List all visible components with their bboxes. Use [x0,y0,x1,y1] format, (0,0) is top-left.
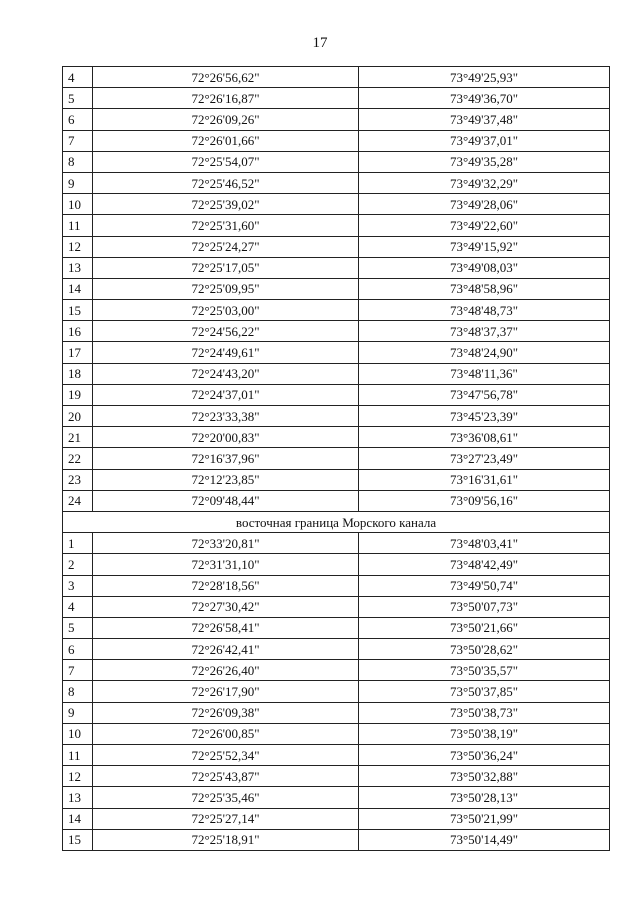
latitude-cell: 72°12'23,85" [93,469,359,490]
point-number-cell: 8 [63,151,93,172]
latitude-cell: 72°26'17,90" [93,681,359,702]
point-number-cell: 17 [63,342,93,363]
point-number-cell: 12 [63,236,93,257]
longitude-cell: 73°50'37,85" [359,681,610,702]
section-row [63,511,610,532]
point-number-cell: 9 [63,702,93,723]
longitude-cell: 73°49'32,29" [359,172,610,193]
longitude-cell: 73°48'37,37" [359,321,610,342]
latitude-cell: 72°24'49,61" [93,342,359,363]
point-number-cell: 11 [63,215,93,236]
point-number-cell: 9 [63,172,93,193]
longitude-cell: 73°50'21,99" [359,808,610,829]
longitude-cell: 73°48'11,36" [359,363,610,384]
point-number-cell: 4 [63,596,93,617]
longitude-cell: 73°47'56,78" [359,384,610,405]
longitude-cell: 73°50'32,88" [359,766,610,787]
latitude-cell: 72°25'31,60" [93,215,359,236]
table-row [63,660,610,681]
longitude-cell: 73°48'03,41" [359,533,610,554]
point-number-cell: 21 [63,427,93,448]
coordinates-table [62,66,610,851]
longitude-cell: 73°48'48,73" [359,300,610,321]
latitude-cell: 72°24'43,20" [93,363,359,384]
latitude-cell: 72°25'39,02" [93,194,359,215]
longitude-cell: 73°49'36,70" [359,88,610,109]
point-number-cell: 14 [63,278,93,299]
latitude-cell: 72°31'31,10" [93,554,359,575]
table-row [63,702,610,723]
table-row [63,172,610,193]
table-row [63,278,610,299]
longitude-cell: 73°49'22,60" [359,215,610,236]
table-row [63,194,610,215]
longitude-cell: 73°49'37,01" [359,130,610,151]
table-row [63,596,610,617]
point-number-cell: 5 [63,88,93,109]
longitude-cell: 73°50'21,66" [359,617,610,638]
latitude-cell: 72°26'42,41" [93,639,359,660]
longitude-cell: 73°49'25,93" [359,67,610,88]
longitude-cell: 73°48'58,96" [359,278,610,299]
table-row [63,766,610,787]
latitude-cell: 72°25'18,91" [93,829,359,850]
table-row [63,130,610,151]
table-row [63,808,610,829]
table-row [63,236,610,257]
table-row [63,300,610,321]
coordinates-table-body [63,67,610,851]
point-number-cell: 15 [63,829,93,850]
point-number-cell: 16 [63,321,93,342]
point-number-cell: 6 [63,639,93,660]
table-row [63,681,610,702]
latitude-cell: 72°25'03,00" [93,300,359,321]
point-number-cell: 18 [63,363,93,384]
latitude-cell: 72°28'18,56" [93,575,359,596]
table-row [63,723,610,744]
latitude-cell: 72°25'17,05" [93,257,359,278]
point-number-cell: 1 [63,533,93,554]
latitude-cell: 72°26'58,41" [93,617,359,638]
point-number-cell: 4 [63,67,93,88]
latitude-cell: 72°27'30,42" [93,596,359,617]
table-row [63,448,610,469]
point-number-cell: 23 [63,469,93,490]
table-row [63,257,610,278]
point-number-cell: 12 [63,766,93,787]
longitude-cell: 73°27'23,49" [359,448,610,469]
latitude-cell: 72°25'35,46" [93,787,359,808]
point-number-cell: 6 [63,109,93,130]
page-number: 17 [312,35,328,51]
latitude-cell: 72°26'09,38" [93,702,359,723]
longitude-cell: 73°09'56,16" [359,490,610,511]
point-number-cell: 14 [63,808,93,829]
table-row [63,554,610,575]
latitude-cell: 72°09'48,44" [93,490,359,511]
longitude-cell: 73°49'35,28" [359,151,610,172]
longitude-cell: 73°50'35,57" [359,660,610,681]
longitude-cell: 73°50'38,73" [359,702,610,723]
longitude-cell: 73°50'38,19" [359,723,610,744]
longitude-cell: 73°49'37,48" [359,109,610,130]
table-row [63,533,610,554]
longitude-cell: 73°48'24,90" [359,342,610,363]
point-number-cell: 3 [63,575,93,596]
table-row [63,575,610,596]
latitude-cell: 72°26'01,66" [93,130,359,151]
point-number-cell: 7 [63,660,93,681]
longitude-cell: 73°50'36,24" [359,745,610,766]
table-row [63,787,610,808]
point-number-cell: 5 [63,617,93,638]
point-number-cell: 11 [63,745,93,766]
table-row [63,406,610,427]
longitude-cell: 73°50'28,13" [359,787,610,808]
longitude-cell: 73°49'15,92" [359,236,610,257]
table-row [63,363,610,384]
latitude-cell: 72°26'26,40" [93,660,359,681]
table-row [63,67,610,88]
longitude-cell: 73°16'31,61" [359,469,610,490]
latitude-cell: 72°25'27,14" [93,808,359,829]
longitude-cell: 73°36'08,61" [359,427,610,448]
point-number-cell: 10 [63,723,93,744]
point-number-cell: 13 [63,257,93,278]
latitude-cell: 72°33'20,81" [93,533,359,554]
latitude-cell: 72°24'37,01" [93,384,359,405]
latitude-cell: 72°26'16,87" [93,88,359,109]
latitude-cell: 72°25'09,95" [93,278,359,299]
longitude-cell: 73°49'50,74" [359,575,610,596]
latitude-cell: 72°26'09,26" [93,109,359,130]
table-row [63,427,610,448]
point-number-cell: 24 [63,490,93,511]
table-row [63,745,610,766]
latitude-cell: 72°23'33,38" [93,406,359,427]
table-row [63,384,610,405]
table-row [63,829,610,850]
latitude-cell: 72°20'00,83" [93,427,359,448]
point-number-cell: 13 [63,787,93,808]
section-title: восточная граница Морского канала [63,511,610,532]
longitude-cell: 73°50'07,73" [359,596,610,617]
latitude-cell: 72°25'46,52" [93,172,359,193]
longitude-cell: 73°49'08,03" [359,257,610,278]
point-number-cell: 7 [63,130,93,151]
point-number-cell: 22 [63,448,93,469]
longitude-cell: 73°50'28,62" [359,639,610,660]
latitude-cell: 72°25'24,27" [93,236,359,257]
point-number-cell: 10 [63,194,93,215]
latitude-cell: 72°25'54,07" [93,151,359,172]
longitude-cell: 73°49'28,06" [359,194,610,215]
table-row [63,342,610,363]
table-row [63,321,610,342]
table-row [63,109,610,130]
point-number-cell: 19 [63,384,93,405]
longitude-cell: 73°45'23,39" [359,406,610,427]
table-row [63,617,610,638]
table-row [63,151,610,172]
latitude-cell: 72°26'56,62" [93,67,359,88]
point-number-cell: 15 [63,300,93,321]
table-row [63,469,610,490]
latitude-cell: 72°25'52,34" [93,745,359,766]
latitude-cell: 72°26'00,85" [93,723,359,744]
table-row [63,88,610,109]
point-number-cell: 8 [63,681,93,702]
latitude-cell: 72°25'43,87" [93,766,359,787]
table-row [63,215,610,236]
latitude-cell: 72°24'56,22" [93,321,359,342]
point-number-cell: 20 [63,406,93,427]
longitude-cell: 73°48'42,49" [359,554,610,575]
table-row [63,639,610,660]
point-number-cell: 2 [63,554,93,575]
table-row [63,490,610,511]
longitude-cell: 73°50'14,49" [359,829,610,850]
latitude-cell: 72°16'37,96" [93,448,359,469]
